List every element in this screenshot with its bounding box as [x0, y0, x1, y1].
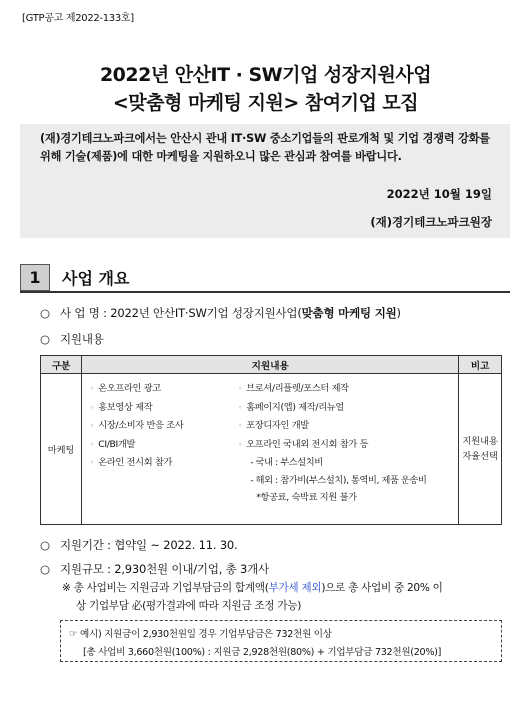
sub-item-domestic: - 국내 : 부스설치비: [250, 457, 323, 468]
list-item: ◦ 온오프라인 광고: [90, 380, 238, 399]
section-title: 사업 개요: [62, 269, 130, 288]
table-header-row: [41, 356, 502, 374]
title-line-1: 2022년 안산IT · SW기업 성장지원사업: [99, 64, 432, 86]
announcement-date: 2022년 10월 19일: [386, 187, 492, 201]
bullet-circle: ○: [40, 306, 50, 320]
section-divider: [20, 291, 510, 293]
table-row: [41, 374, 502, 525]
support-period-text: 지원기간 : 협약일 ~ 2022. 11. 30.: [60, 538, 238, 552]
list-item: ◦ 홈페이지(앱) 제작/리뉴얼: [238, 399, 458, 418]
list-item: ◦ CI/BI개발: [90, 436, 238, 455]
intro-box: [20, 124, 510, 238]
bullet-circle: ○: [40, 562, 50, 576]
content-cell: [82, 374, 459, 525]
vat-excluded-text: 부가세 제외: [268, 582, 322, 594]
bullet-dot: ◦: [238, 440, 243, 449]
bullet-circle: ○: [40, 538, 50, 552]
section-1-heading: [20, 263, 510, 293]
header-content: 지원내용: [82, 356, 459, 374]
support-content-row: [40, 331, 104, 347]
list-item: ◦ 온라인 전시회 참가: [90, 454, 238, 473]
example-line-1: ☞ 예시) 지원금이 2,930천원일 경우 기업부담금은 732천원 이상: [69, 629, 332, 640]
list-item: ◦ 포장디자인 개발: [238, 417, 458, 436]
list-item: ◦ 홍보영상 제작: [90, 399, 238, 418]
bullet-dot: ◦: [90, 422, 95, 430]
intro-text: (재)경기테크노파크에서는 안산시 관내 IT·SW 중소기업들의 판로개척 및 기업 경쟁력 강화를 위해 기술(제품)에 대한 마케팅을 지원하오니 많은 관심과 참여를 바랍니다.: [40, 132, 490, 163]
bullet-dot: ◦: [90, 403, 95, 412]
section-number: 1: [20, 264, 50, 291]
scale-note-line-1: ※ 총 사업비는 지원금과 기업부담금의 합계액(부가세 제외)으로 총 사업비 중 20% 이: [62, 582, 443, 594]
scale-note-line-2: 상 기업부담 必(평가결과에 따라 지원금 조정 가능): [76, 600, 302, 612]
bullet-dot: ◦: [90, 440, 95, 449]
issuing-organization: (재)경기테크노파크원장: [370, 215, 492, 229]
business-name-row: [40, 305, 401, 321]
bullet-dot: ◦: [90, 385, 95, 393]
list-item: ◦ 오프라인 국내외 전시회 참가 등: [238, 436, 458, 455]
support-content-label: 지원내용: [60, 332, 104, 346]
category-cell: 마케팅: [41, 374, 82, 525]
bullet-dot: ◦: [238, 385, 243, 393]
title-line-2: <맞춤형 마케팅 지원> 참여기업 모집: [112, 92, 419, 114]
list-item: ◦ 브로셔/리플렛/포스터 제작: [238, 380, 458, 399]
example-line-2: [총 사업비 3,660천원(100%) : 지원금 2,928천원(80%) + 기업부담금 732천원(20%)]: [83, 647, 442, 658]
support-period-row: [40, 537, 238, 553]
remark-line-1: 지원내용: [462, 436, 498, 447]
remark-line-2: 자율선택: [462, 451, 498, 462]
business-name-tail: ): [396, 306, 401, 320]
business-name-label: 사 업 명 : 2022년 안산IT·SW기업 성장지원사업(: [60, 306, 302, 320]
sub-item-overseas: - 해외 : 참가비(부스설치), 통역비, 제품 운송비: [250, 474, 427, 486]
bullet-dot: ◦: [238, 403, 243, 412]
bullet-circle: ○: [40, 332, 50, 346]
header-category: 구분: [41, 356, 82, 374]
bullet-dot: ◦: [90, 459, 95, 467]
header-remark: 비고: [459, 356, 502, 374]
support-table: [40, 355, 502, 525]
bullet-dot: ◦: [238, 422, 243, 430]
content-column-2: [238, 380, 458, 507]
remark-cell: [459, 374, 502, 525]
exclusion-note: *항공료, 숙박료 지원 불가: [256, 492, 357, 503]
support-scale-row: [40, 561, 269, 577]
support-scale-text: 지원규모 : 2,930천원 이내/기업, 총 3개사: [60, 562, 269, 576]
notice-number: [GTP공고 제2022-133호]: [22, 13, 134, 24]
content-column-1: [90, 380, 238, 507]
business-name-emphasis: 맞춤형 마케팅 지원: [301, 306, 397, 320]
example-box: [60, 620, 502, 662]
list-item: ◦ 시장/소비자 반응 조사: [90, 417, 238, 436]
